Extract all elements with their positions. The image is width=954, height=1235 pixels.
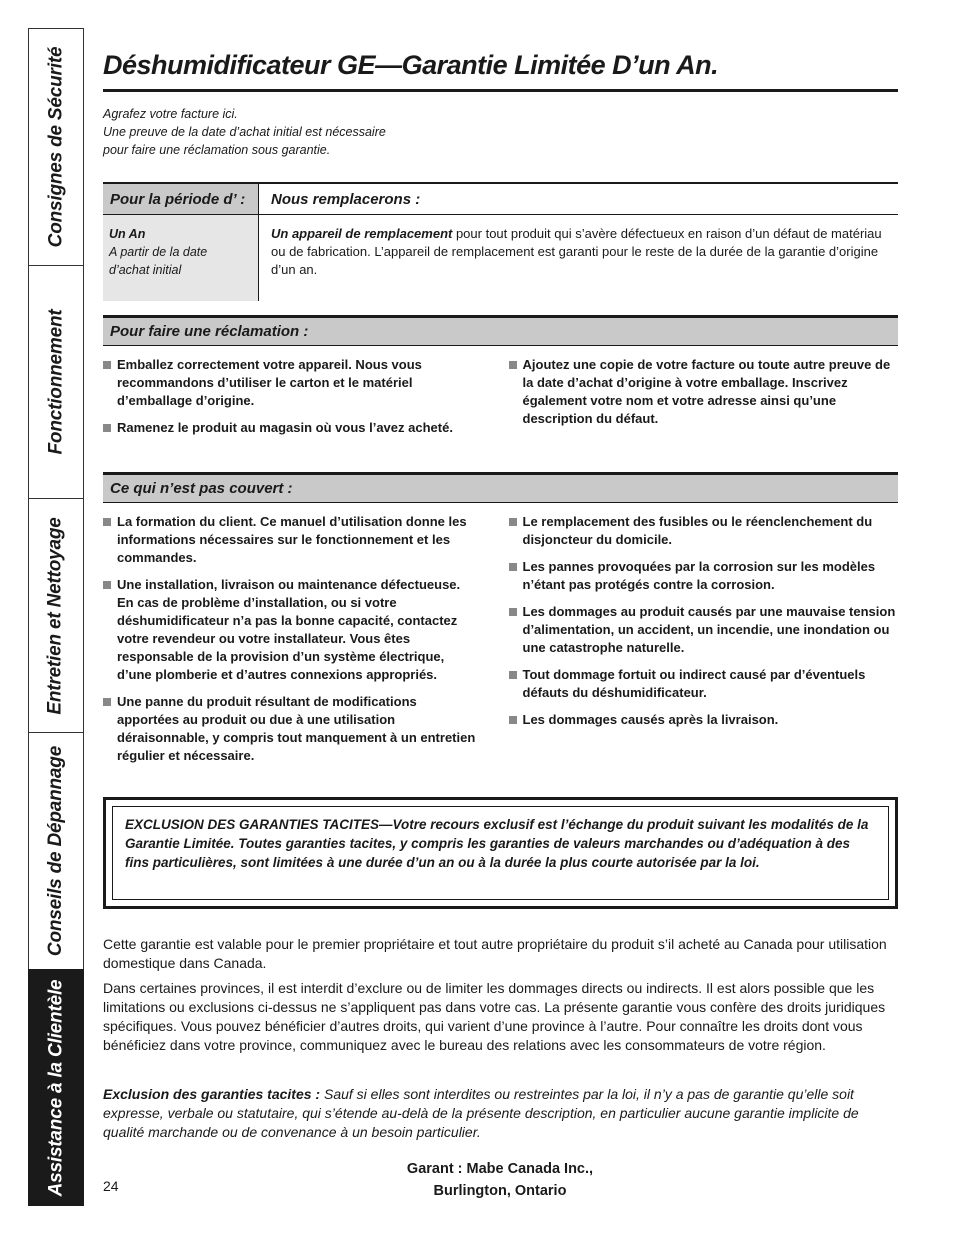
bullet-square-icon [103,424,111,432]
tab-label: Assistance à la Clientèle [45,979,66,1196]
item-text: Tout dommage fortuit ou indirect causé par d’éventuels défauts du déshumidificateur. [522,667,866,700]
warrantor-line: Garant : Mabe Canada Inc., [406,1161,594,1177]
warranty-period-table [103,182,898,301]
bullet-square-icon [103,581,111,589]
item-text: Le remplacement des fusibles ou le réenclenchement du disjoncteur du domicile. [522,514,873,547]
tab-label: Consignes de Sécurité [45,46,67,248]
item-text: Emballez correctement votre appareil. Nous vous recommandons d’utiliser le carton et le matériel d’emballage d’origine. [117,357,422,408]
list-item [509,513,899,549]
tab-fonctionnement[interactable] [28,265,84,499]
bullet-square-icon [509,361,517,369]
page-number: 24 [103,1178,119,1194]
list-item [509,666,899,702]
bullet-square-icon [509,716,517,724]
bullet-square-icon [103,518,111,526]
not-covered-section [103,472,898,774]
not-covered-right-column [501,513,899,774]
list-item [103,356,479,410]
exclusion-box [103,797,898,909]
bullet-square-icon [509,608,517,616]
item-text: Ramenez le produit au magasin où vous l’avez acheté. [117,420,453,435]
list-item [509,711,899,729]
item-text: Les dommages causés après la livraison. [522,712,779,727]
title-rule [103,89,898,92]
not-covered-header: Ce qui n’est pas couvert : [103,472,898,503]
list-item [509,356,899,428]
claim-header: Pour faire une réclamation : [103,315,898,346]
replace-cell [259,215,898,301]
bullet-square-icon [509,563,517,571]
side-tabs [28,28,84,1206]
list-item [103,576,479,684]
claim-right-column [501,356,899,446]
tab-label: Entretien et Nettoyage [45,516,67,715]
item-text: Les pannes provoquées par la corrosion sur les modèles n’étant pas protégés contre la corrosion. [522,559,876,592]
list-item [103,693,479,765]
table-header [103,184,898,215]
bullet-square-icon [103,698,111,706]
table-row [103,215,898,301]
receipt-note [103,105,386,159]
note-line: Une preuve de la date d’achat initial est nécessaire [103,125,386,139]
bullet-square-icon [509,671,517,679]
bullet-square-icon [509,518,517,526]
item-text: Ajoutez une copie de votre facture ou toute autre preuve de la date d’achat d’origine à votre emballage. Inscrivez également votre nom et votre adresse ainsi qu’une description du défaut. [522,357,891,426]
claim-section [103,315,898,446]
replace-bold: Un appareil de remplacement [271,226,453,241]
paragraph-validity: Cette garantie est valable pour le premier propriétaire et tout autre propriétaire du produit s’il acheté au Canada pour utilisation domestique dans Canada. [103,936,887,971]
period-line: d’achat initial [109,263,182,277]
tab-label: Conseils de Dépannage [45,745,67,957]
replace-text: pour tout produit qui s’avère défectueux en raison d’un défaut de matériau ou de fabrication. L’appareil de remplacement est garanti pour le reste de la durée de la garantie d’origine d’un an. [271,226,882,277]
note-line: pour faire une réclamation sous garantie. [103,143,331,157]
warrantor-line: Burlington, Ontario [433,1183,567,1199]
period-duration: Un An [109,227,146,241]
exclusion-text: EXCLUSION DES GARANTIES TACITES—Votre recours exclusif est l’échange du produit suivant les modalités de la Garantie Limitée. Toutes garanties tacites, y compris les garanties de valeurs marchandes ou d’adéquation à des fins particulières, sont limitées à une durée d’un an ou à la durée la plus courte autorisée par la loi. [112,806,889,900]
not-covered-left-column [103,513,501,774]
item-text: Les dommages au produit causés par une mauvaise tension d’alimentation, un accident, un incendie, une inondation ou une catastrophe naturelle. [522,604,896,655]
bullet-square-icon [103,361,111,369]
list-item [103,513,479,567]
note-line: Agrafez votre facture ici. [103,107,238,121]
paragraph-exclusion [103,1085,898,1142]
list-item [103,419,479,437]
item-text: Une panne du produit résultant de modifications apportées au produit ou due à une utilisation déraisonnable, y compris tout manquement à un entretien régulier et nécessaire. [117,694,476,763]
header-replace: Nous remplacerons : [271,190,421,208]
warrantor-info [0,1158,954,1202]
header-period: Pour la période d’ : [103,184,259,214]
period-line: A partir de la date [109,245,208,259]
exclusion-label: Exclusion des garanties tacites : [103,1086,321,1102]
item-text: Une installation, livraison ou maintenance défectueuse. En cas de problème d’installation, ou si votre déshumidificateur n’a pas la bonne capacité, contactez votre revendeur ou votre installateur. Vous êtes responsable de la provision d’un système électrique, d’une plomberie et d’autres connexions appropriés. [117,577,461,682]
exclusion-body: Sauf si elles sont interdites ou restreintes par la loi, il n’y a pas de garantie qu’elle soit expresse, verbale ou statutaire, qui s’étende au-delà de la présente description, en particulier aucune garantie implicite de qualité marchande ou de convenance à un besoin particulier. [103,1086,859,1140]
period-cell [103,215,259,301]
tab-label: Fonctionnement [45,309,67,455]
tab-conseils-depannage[interactable] [28,732,84,970]
tab-consignes-securite[interactable] [28,28,84,266]
paragraph-provinces: Dans certaines provinces, il est interdit d’exclure ou de limiter les dommages directs ou indirects. Il est alors possible que les limitations ou exclusions ci-dessus ne s’appliquent pas dans votre cas. La présente garantie vous confère des droits juridiques spécifiques. Vous pouvez bénéficier d’autres droits, qui varient d’une province à l’autre. Pour connaître les droits dont vous bénéficiez dans votre province, communiquez avec le bureau des relations avec les consommateurs de votre région. [103,980,886,1053]
tab-entretien-nettoyage[interactable] [28,498,84,733]
list-item [509,603,899,657]
page-title: Déshumidificateur GE—Garantie Limitée D’un An. [103,50,719,80]
claim-left-column [103,356,501,446]
list-item [509,558,899,594]
item-text: La formation du client. Ce manuel d’utilisation donne les informations nécessaires sur le fonctionnement et les commandes. [117,514,467,565]
